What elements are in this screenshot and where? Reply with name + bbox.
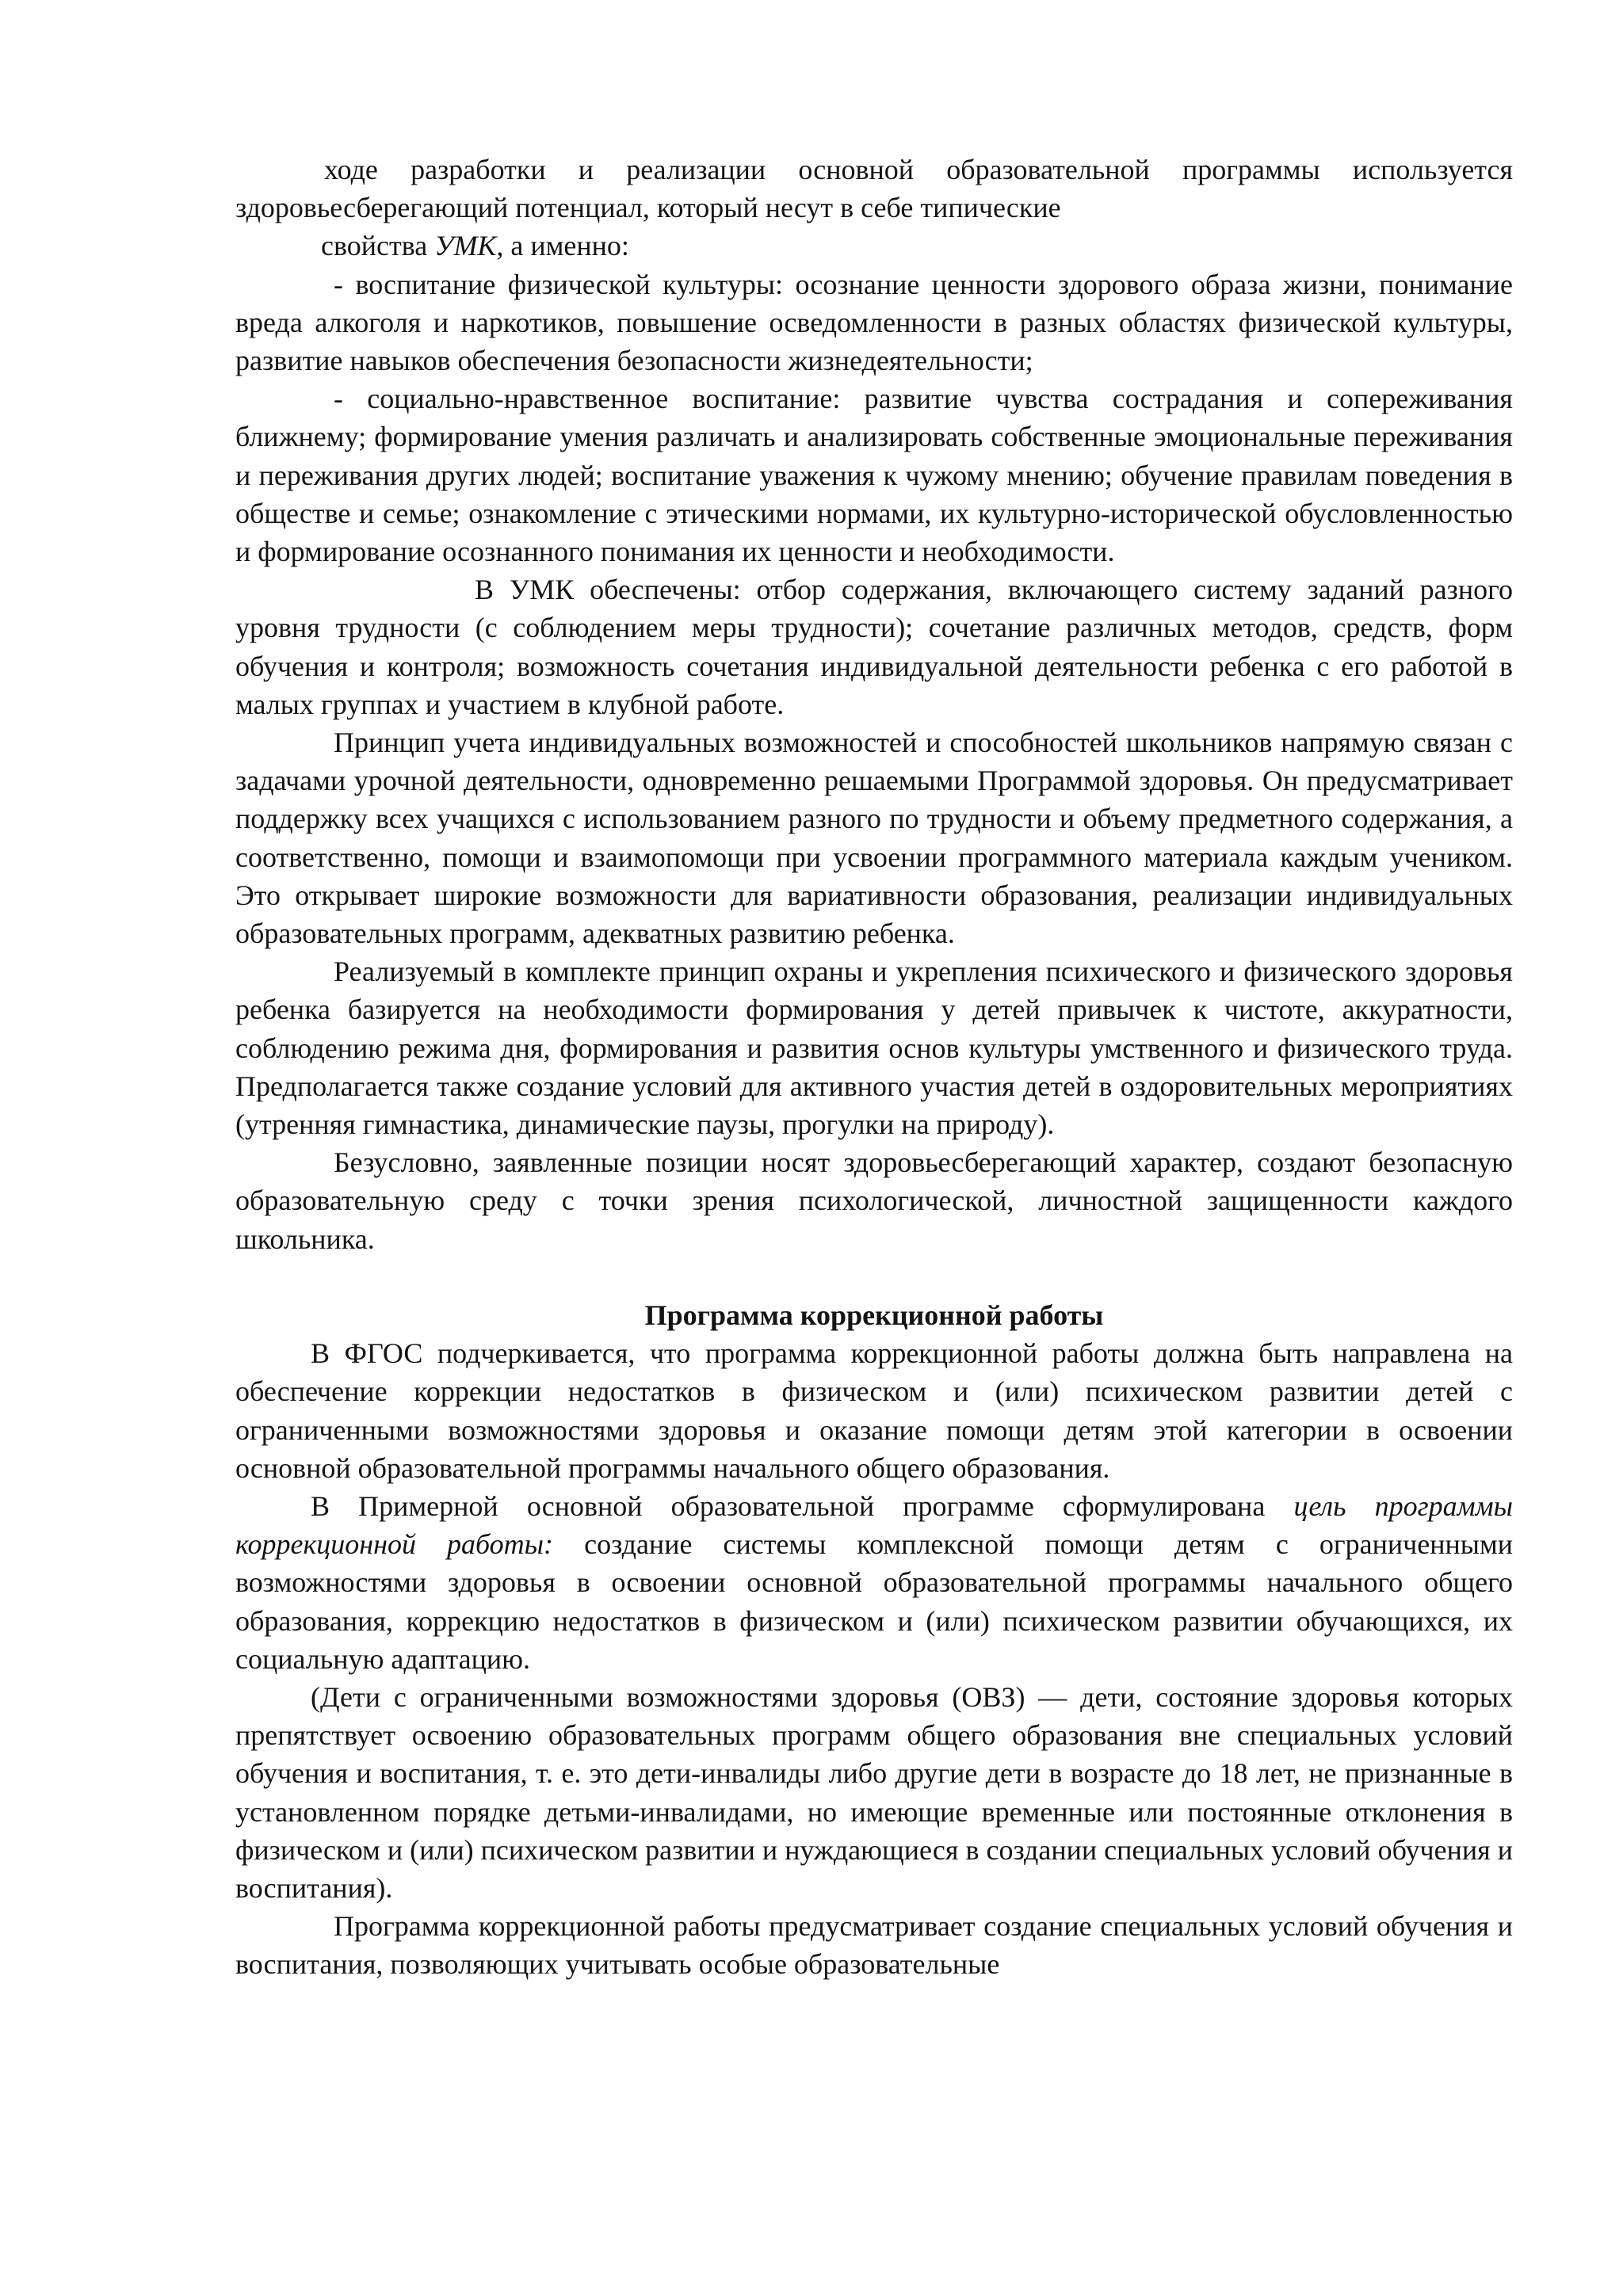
paragraph-health: Реализуемый в комплекте принцип охраны и укрепления психического и физического здоровья ребенка базируется на необходимости формирования у детей привычек к чистоте, аккуратности, соблюдению режима дня, формирования и развития основ культуры умственного и физического труда. Предполагается также создание условий для активного участия детей в оздоровительных мероприятиях (утренняя гимнастика, динамические паузы, прогулки на природу). — [235, 955, 1513, 1141]
paragraph-bullet-social: - социально-нравственное воспитание: развитие чувства сострадания и сопереживания ближнему; формирование умения различать и анализировать собственные эмоциональные переживания и переживания других людей; воспитание уважения к чужому мнению; обучение правилам поведения в обществе и семье; ознакомление с этическими нормами, их культурно-исторической обусловленностью и формирование осознанного понимания их ценности и необходимости. — [235, 383, 1513, 568]
paragraph-ovz: (Дети с ограниченными возможностями здоровья (ОВЗ) — дети, состояние здоровья которых препятствует освоению образовательных программ общего образования вне специальных условий обучения и воспитания, т. е. это дети-инвалиды либо другие дети в возрасте до 18 лет, не признанные в установленном порядке детьми-инвалидами, но имеющие временные или постоянные отклонения в физическом и (или) психическом развитии и нуждающиеся в создании специальных условий обучения и воспитания). — [235, 1680, 1513, 1904]
paragraph-intro-2 — [235, 227, 1513, 265]
document-page — [235, 151, 1513, 1984]
paragraph-principle: Принцип учета индивидуальных возможностей и способностей школьников напрямую связан с задачами урочной деятельности, одновременно решаемыми Программой здоровья. Он предусматривает поддержку всех учащихся с использованием разного по трудности и объему предметного содержания, а соответственно, помощи и взаимопомощи при усвоении программного материала каждым учеником. Это открывает широкие возможности для вариативности образования, реализации индивидуальных образовательных программ, адекватных развитию ребенка. — [235, 727, 1513, 950]
paragraph-bullet-physical: - воспитание физической культуры: осознание ценности здорового образа жизни, понимание вреда алкоголя и наркотиков, повышение осведомленности в разных областях физической культуры, развитие навыков обеспечения безопасности жизнедеятельности; — [235, 268, 1513, 377]
paragraph-umk: В УМК обеспечены: отбор содержания, включающего систему заданий разного уровня трудности (с соблюдением меры трудности); сочетание различных методов, средств, форм обучения и контроля; возможность сочетания индивидуальной деятельности ребенка с его работой в малых группах и участием в клубной работе. — [235, 574, 1513, 720]
intro-2-italic: УМК — [434, 230, 497, 262]
paragraph-intro-1: ходе разработки и реализации основной образовательной программы используется здоровьесберегающий потенциал, который несут в себе типические — [235, 154, 1513, 224]
intro-2-text-post: , а именно: — [496, 230, 629, 262]
goal-text-post: создание системы комплексной помощи детям с ограниченными возможностями здоровья в освоении основной образовательной программы начального общего образования, коррекцию недостатков в физическом и (или) психическом развитии обучающихся, их социальную адаптацию. — [235, 1528, 1513, 1675]
goal-text-pre: В Примерной основной образовательной программе сформулирована — [311, 1489, 1294, 1522]
goal-italic: цель программы коррекционной работы: — [235, 1489, 1513, 1561]
paragraph-conclusion: Безусловно, заявленные позиции носят здоровьесберегающий характер, создают безопасную образовательную среду с точки зрения психологической, личностной защищенности каждого школьника. — [235, 1146, 1513, 1255]
section-heading: Программа коррекционной работы — [644, 1299, 1104, 1331]
blank-line — [235, 1258, 1513, 1296]
paragraph-fgos: В ФГОС подчеркивается, что программа коррекционной работы должна быть направлена на обеспечение коррекции недостатков в физическом и (или) психическом развитии детей с ограниченными возможностями здоровья и оказание помощи детям этой категории в освоении основной образовательной программы начального общего образования. — [235, 1337, 1513, 1484]
paragraph-goal — [235, 1487, 1513, 1678]
intro-2-text-pre: свойства — [321, 230, 435, 262]
paragraph-last: Программа коррекционной работы предусматривает создание специальных условий обучения и воспитания, позволяющих учитывать особые образовательные — [235, 1910, 1513, 1981]
